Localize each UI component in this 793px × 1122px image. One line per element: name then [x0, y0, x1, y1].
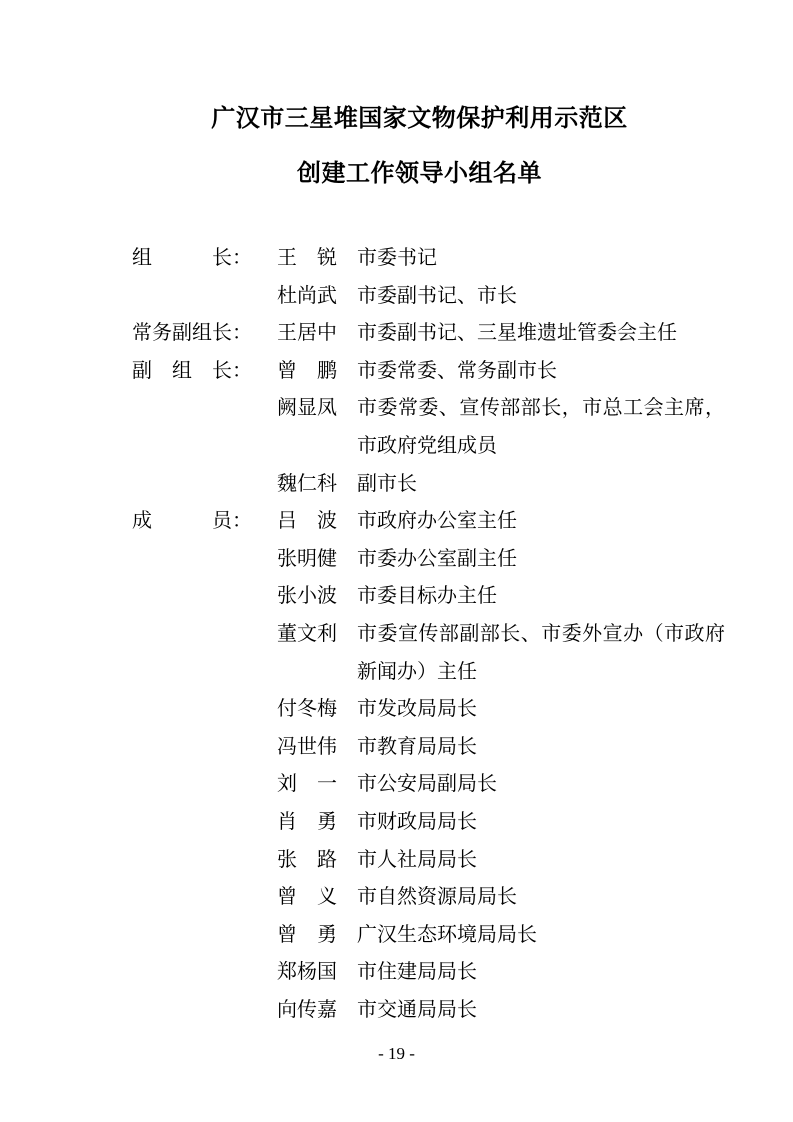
list-entry: [132, 466, 732, 504]
list-entry: [132, 992, 732, 1030]
entry-name: 杜尚武: [277, 284, 337, 307]
entry-name: 阙显凤: [277, 397, 337, 420]
document-title-line1: 广汉市三星堆国家文物保护利用示范区: [211, 105, 628, 132]
list-entry: [132, 879, 732, 917]
entry-name: 张小波: [277, 585, 337, 608]
entry-position: 市住建局局长: [357, 961, 477, 984]
entry-role-label: 副 组 长：: [132, 359, 252, 382]
page-number: - 19 -: [378, 1044, 415, 1063]
entry-position: 市人社局局长: [357, 848, 477, 871]
entry-name: 曾 义: [277, 886, 337, 909]
entry-name: 张明健: [277, 547, 337, 570]
entry-name: 张 路: [277, 848, 337, 871]
list-entry: [132, 541, 732, 579]
entry-position: 市政府办公室主任: [357, 510, 517, 533]
entry-position: 市教育局局长: [357, 735, 477, 758]
entry-position: 广汉生态环境局局长: [357, 923, 537, 946]
list-entry: [132, 278, 732, 316]
list-entry: [132, 729, 732, 767]
entry-position: 市发改局局长: [357, 698, 477, 721]
list-entry: [132, 353, 732, 391]
entry-position: 市委副书记、三星堆遗址管委会主任: [357, 322, 677, 345]
entry-position: 副市长: [357, 472, 417, 495]
list-entry: [132, 917, 732, 955]
entry-name: 冯世伟: [277, 735, 337, 758]
list-entry: [132, 954, 732, 992]
entry-name: 曾 勇: [277, 923, 337, 946]
entry-name: 付冬梅: [277, 698, 337, 721]
leadership-roster-list: [132, 240, 732, 1029]
entry-name: 肖 勇: [277, 810, 337, 833]
entry-position: 市财政局局长: [357, 810, 477, 833]
list-entry: [132, 804, 732, 842]
entry-name: 刘 一: [277, 773, 337, 796]
entry-name: 董文利: [277, 622, 337, 645]
entry-position: 市委办公室副主任: [357, 547, 517, 570]
entry-position: 市委目标办主任: [357, 585, 497, 608]
entry-name: 曾 鹏: [277, 359, 337, 382]
entry-position: 市自然资源局局长: [357, 886, 517, 909]
entry-name: 魏仁科: [277, 472, 337, 495]
list-entry: [132, 390, 732, 465]
list-entry: [132, 842, 732, 880]
entry-name: 向传嘉: [277, 998, 337, 1021]
entry-name: 王居中: [277, 322, 337, 345]
entry-name: 吕 波: [277, 510, 337, 533]
entry-position: 市委宣传部副部长、市委外宣办（市政府新闻办）主任: [357, 622, 725, 683]
entry-position: 市委常委、常务副市长: [357, 359, 557, 382]
entry-position: 市委常委、宣传部部长，市总工会主席，市政府党组成员: [357, 397, 725, 457]
list-entry: [132, 766, 732, 804]
list-entry: [132, 691, 732, 729]
entry-role-label: 成 员：: [132, 510, 252, 533]
list-entry: [132, 503, 732, 541]
entry-position: 市委副书记、市长: [357, 284, 517, 307]
entry-role-label: 常务副组长：: [132, 322, 252, 345]
list-entry: [132, 616, 732, 691]
document-title: [132, 104, 707, 189]
entry-name: 王 锐: [277, 247, 337, 269]
entry-position: 市公安局副局长: [357, 773, 497, 796]
document-title-line2: 创建工作领导小组名单: [297, 160, 542, 187]
list-entry: [132, 578, 732, 616]
entry-role-label: 组 长：: [132, 247, 252, 269]
list-entry: [132, 315, 732, 353]
entry-position: 市委书记: [357, 247, 437, 269]
entry-name: 郑杨国: [277, 961, 337, 984]
entry-position: 市交通局局长: [357, 998, 477, 1021]
list-entry: [132, 240, 732, 278]
